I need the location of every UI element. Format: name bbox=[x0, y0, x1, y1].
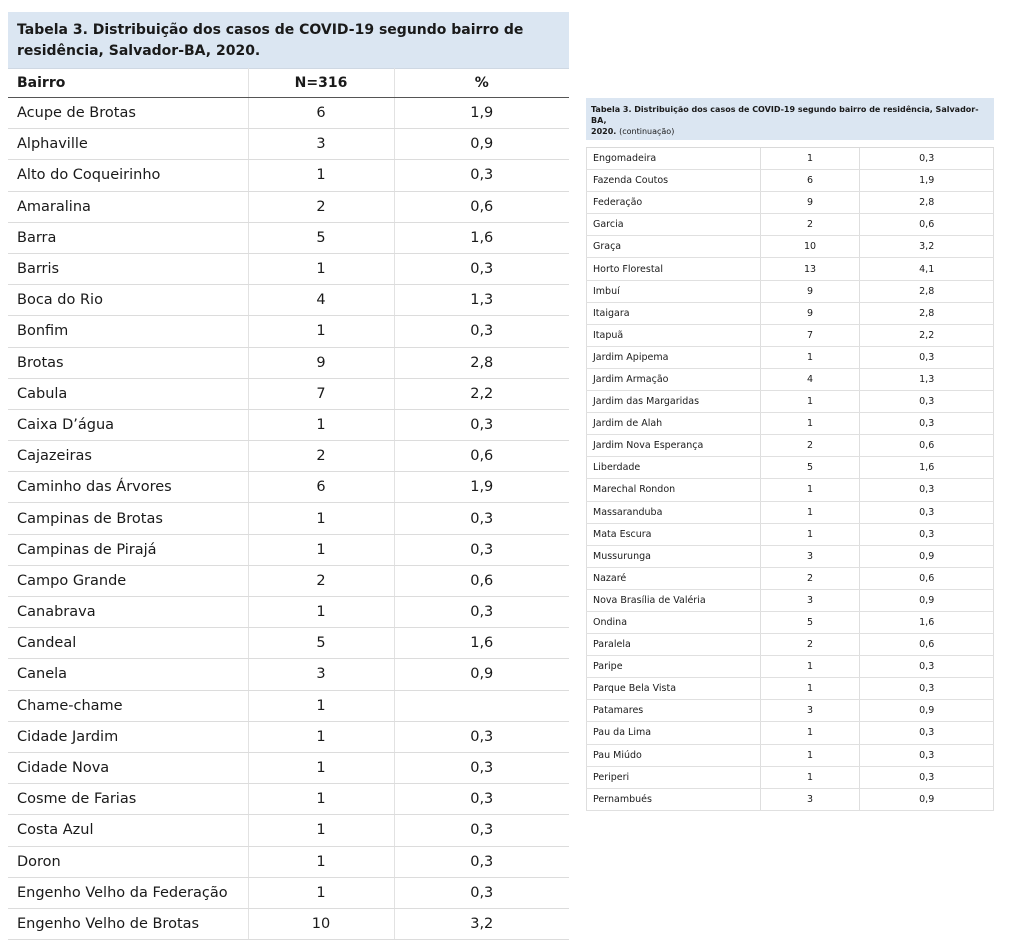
header-percent: % bbox=[394, 69, 569, 98]
cell-count: 1 bbox=[248, 721, 394, 752]
cell-bairro: Alphaville bbox=[8, 129, 248, 160]
cell-count: 2 bbox=[760, 435, 860, 457]
cell-bairro: Barris bbox=[8, 253, 248, 284]
cell-count: 1 bbox=[760, 391, 860, 413]
table-row bbox=[8, 441, 569, 472]
cell-percent: 0,6 bbox=[394, 191, 569, 222]
cell-percent: 0,3 bbox=[394, 752, 569, 783]
table-row bbox=[587, 567, 994, 589]
cell-count: 9 bbox=[760, 302, 860, 324]
cell-bairro: Fazenda Coutos bbox=[587, 170, 761, 192]
table-row bbox=[587, 545, 994, 567]
cell-bairro: Campinas de Pirajá bbox=[8, 534, 248, 565]
cell-bairro: Jardim de Alah bbox=[587, 413, 761, 435]
cell-percent: 1,9 bbox=[394, 98, 569, 129]
cell-bairro: Nova Brasília de Valéria bbox=[587, 589, 761, 611]
cell-percent: 0,3 bbox=[394, 253, 569, 284]
cell-percent: 0,3 bbox=[860, 722, 994, 744]
table-row bbox=[8, 191, 569, 222]
cell-bairro: Garcia bbox=[587, 214, 761, 236]
cell-bairro: Barra bbox=[8, 222, 248, 253]
cell-count: 3 bbox=[760, 788, 860, 810]
cell-bairro: Massaranduba bbox=[587, 501, 761, 523]
cell-bairro: Paripe bbox=[587, 656, 761, 678]
table-row bbox=[8, 597, 569, 628]
cell-count: 1 bbox=[760, 766, 860, 788]
cell-bairro: Ondina bbox=[587, 611, 761, 633]
cell-percent: 0,6 bbox=[860, 435, 994, 457]
cell-bairro: Jardim Armação bbox=[587, 368, 761, 390]
continuation-caption-line2: 2020. bbox=[591, 127, 617, 136]
cell-percent: 0,3 bbox=[394, 503, 569, 534]
cell-count: 2 bbox=[760, 634, 860, 656]
cell-bairro: Itapuã bbox=[587, 324, 761, 346]
cell-count: 1 bbox=[760, 413, 860, 435]
table-row bbox=[8, 690, 569, 721]
cell-percent: 0,3 bbox=[860, 148, 994, 170]
cell-percent: 0,3 bbox=[394, 784, 569, 815]
cell-count: 1 bbox=[248, 877, 394, 908]
cell-bairro: Bonfim bbox=[8, 316, 248, 347]
cell-count: 9 bbox=[760, 280, 860, 302]
continuation-table-block bbox=[586, 98, 994, 811]
cell-percent: 0,3 bbox=[860, 678, 994, 700]
cell-count: 4 bbox=[760, 368, 860, 390]
table-row bbox=[8, 347, 569, 378]
cell-count: 3 bbox=[248, 129, 394, 160]
cell-percent: 1,3 bbox=[860, 368, 994, 390]
cell-percent: 0,3 bbox=[860, 744, 994, 766]
continuation-caption-suffix: (continuação) bbox=[619, 127, 675, 136]
cell-percent: 2,8 bbox=[860, 280, 994, 302]
continuation-caption bbox=[586, 98, 994, 140]
cell-count: 1 bbox=[760, 722, 860, 744]
table-row bbox=[587, 744, 994, 766]
cell-count: 1 bbox=[248, 316, 394, 347]
cell-bairro: Horto Florestal bbox=[587, 258, 761, 280]
cell-count: 1 bbox=[248, 409, 394, 440]
cell-percent: 1,9 bbox=[394, 472, 569, 503]
cell-bairro: Nazaré bbox=[587, 567, 761, 589]
cell-count: 1 bbox=[760, 678, 860, 700]
table-row bbox=[8, 472, 569, 503]
cell-bairro: Amaralina bbox=[8, 191, 248, 222]
cell-bairro: Liberdade bbox=[587, 457, 761, 479]
cell-bairro: Marechal Rondon bbox=[587, 479, 761, 501]
cell-bairro: Cidade Jardim bbox=[8, 721, 248, 752]
cell-bairro: Canela bbox=[8, 659, 248, 690]
table-row bbox=[587, 678, 994, 700]
cell-bairro: Cosme de Farias bbox=[8, 784, 248, 815]
cell-percent: 3,2 bbox=[860, 236, 994, 258]
cell-percent: 0,6 bbox=[394, 441, 569, 472]
cell-count: 1 bbox=[760, 148, 860, 170]
cell-bairro: Jardim Apipema bbox=[587, 346, 761, 368]
cell-bairro: Engomadeira bbox=[587, 148, 761, 170]
cell-count: 1 bbox=[248, 815, 394, 846]
table-row bbox=[8, 908, 569, 939]
table-row bbox=[8, 160, 569, 191]
cell-bairro: Candeal bbox=[8, 628, 248, 659]
cell-count: 1 bbox=[248, 846, 394, 877]
table-row bbox=[587, 479, 994, 501]
cell-percent: 0,3 bbox=[394, 160, 569, 191]
cell-bairro: Campinas de Brotas bbox=[8, 503, 248, 534]
cell-percent: 1,3 bbox=[394, 285, 569, 316]
cell-count: 7 bbox=[760, 324, 860, 346]
cell-percent: 1,9 bbox=[860, 170, 994, 192]
cell-percent: 0,3 bbox=[394, 721, 569, 752]
cell-percent: 3,2 bbox=[394, 908, 569, 939]
table-row bbox=[587, 391, 994, 413]
cell-percent: 0,6 bbox=[394, 565, 569, 596]
cell-percent: 0,3 bbox=[860, 479, 994, 501]
table-row bbox=[587, 346, 994, 368]
cell-bairro: Caixa D’água bbox=[8, 409, 248, 440]
cell-bairro: Mata Escura bbox=[587, 523, 761, 545]
cell-percent: 0,3 bbox=[394, 534, 569, 565]
cell-bairro: Acupe de Brotas bbox=[8, 98, 248, 129]
cell-percent: 0,3 bbox=[860, 656, 994, 678]
table-row bbox=[8, 877, 569, 908]
table-row bbox=[8, 222, 569, 253]
table-row bbox=[587, 302, 994, 324]
cell-bairro: Cidade Nova bbox=[8, 752, 248, 783]
table-row bbox=[8, 659, 569, 690]
cell-count: 13 bbox=[760, 258, 860, 280]
cell-count: 9 bbox=[760, 192, 860, 214]
table-row bbox=[8, 752, 569, 783]
cell-percent: 0,9 bbox=[860, 545, 994, 567]
cell-percent: 0,3 bbox=[860, 501, 994, 523]
table-row bbox=[587, 280, 994, 302]
cell-percent: 0,9 bbox=[860, 589, 994, 611]
table-row bbox=[587, 501, 994, 523]
cell-percent: 0,3 bbox=[860, 766, 994, 788]
table-row bbox=[8, 316, 569, 347]
cell-percent: 0,3 bbox=[860, 346, 994, 368]
cell-percent: 1,6 bbox=[860, 457, 994, 479]
cases-table bbox=[8, 68, 569, 940]
cell-percent: 0,6 bbox=[860, 634, 994, 656]
cell-count: 5 bbox=[760, 457, 860, 479]
cell-bairro: Boca do Rio bbox=[8, 285, 248, 316]
table-row bbox=[587, 722, 994, 744]
table-row bbox=[8, 503, 569, 534]
cell-count: 3 bbox=[760, 700, 860, 722]
table-row bbox=[8, 378, 569, 409]
cell-bairro: Canabrava bbox=[8, 597, 248, 628]
cell-percent: 2,8 bbox=[860, 192, 994, 214]
table-row bbox=[587, 368, 994, 390]
cell-percent: 2,2 bbox=[394, 378, 569, 409]
cell-percent: 0,3 bbox=[860, 413, 994, 435]
cell-count: 10 bbox=[760, 236, 860, 258]
cell-percent: 0,3 bbox=[860, 523, 994, 545]
cell-count: 1 bbox=[248, 597, 394, 628]
cell-count: 5 bbox=[248, 628, 394, 659]
cell-percent: 0,3 bbox=[394, 815, 569, 846]
cell-bairro: Pernambués bbox=[587, 788, 761, 810]
cell-percent: 4,1 bbox=[860, 258, 994, 280]
cell-bairro: Parque Bela Vista bbox=[587, 678, 761, 700]
cell-percent: 0,9 bbox=[860, 788, 994, 810]
cell-bairro: Caminho das Árvores bbox=[8, 472, 248, 503]
cell-bairro: Federação bbox=[587, 192, 761, 214]
cell-bairro: Alto do Coqueirinho bbox=[8, 160, 248, 191]
cell-percent: 0,6 bbox=[860, 214, 994, 236]
cell-count: 1 bbox=[760, 346, 860, 368]
table-row bbox=[587, 413, 994, 435]
table-row bbox=[587, 611, 994, 633]
cell-percent: 0,3 bbox=[394, 316, 569, 347]
continuation-caption-line1: Tabela 3. Distribuição dos casos de COVID-19 segundo bairro de residência, Salvador-BA, bbox=[591, 105, 979, 125]
cell-count: 1 bbox=[760, 501, 860, 523]
cell-bairro: Mussurunga bbox=[587, 545, 761, 567]
table-row bbox=[587, 148, 994, 170]
cell-count: 10 bbox=[248, 908, 394, 939]
table-row bbox=[587, 634, 994, 656]
cell-count: 9 bbox=[248, 347, 394, 378]
cell-percent: 0,3 bbox=[394, 846, 569, 877]
table-row bbox=[587, 766, 994, 788]
cell-bairro: Periperi bbox=[587, 766, 761, 788]
cell-percent bbox=[394, 690, 569, 721]
cell-count: 2 bbox=[248, 565, 394, 596]
cell-percent: 2,2 bbox=[860, 324, 994, 346]
cell-percent: 0,9 bbox=[860, 700, 994, 722]
main-table-block bbox=[8, 12, 569, 940]
cell-count: 1 bbox=[248, 160, 394, 191]
cell-count: 2 bbox=[760, 567, 860, 589]
table-row bbox=[587, 435, 994, 457]
cell-count: 6 bbox=[248, 472, 394, 503]
cell-count: 4 bbox=[248, 285, 394, 316]
table-row bbox=[8, 565, 569, 596]
cell-count: 5 bbox=[760, 611, 860, 633]
table-header-row bbox=[8, 69, 569, 98]
table-row bbox=[587, 457, 994, 479]
cell-bairro: Campo Grande bbox=[8, 565, 248, 596]
cell-bairro: Chame-chame bbox=[8, 690, 248, 721]
table-row bbox=[587, 192, 994, 214]
table-row bbox=[8, 784, 569, 815]
cell-count: 1 bbox=[248, 534, 394, 565]
table-row bbox=[587, 170, 994, 192]
table-row bbox=[587, 656, 994, 678]
table-row bbox=[8, 721, 569, 752]
cell-percent: 1,6 bbox=[394, 628, 569, 659]
continuation-table bbox=[586, 148, 994, 811]
table-row bbox=[8, 409, 569, 440]
cell-bairro: Jardim Nova Esperança bbox=[587, 435, 761, 457]
cell-bairro: Engenho Velho da Federação bbox=[8, 877, 248, 908]
table-row bbox=[8, 253, 569, 284]
table-row bbox=[8, 285, 569, 316]
table-row bbox=[587, 236, 994, 258]
cell-percent: 0,3 bbox=[394, 597, 569, 628]
cell-count: 1 bbox=[760, 744, 860, 766]
cell-bairro: Pau da Lima bbox=[587, 722, 761, 744]
cell-bairro: Imbuí bbox=[587, 280, 761, 302]
cell-count: 1 bbox=[760, 479, 860, 501]
table-row bbox=[8, 534, 569, 565]
cell-count: 2 bbox=[248, 441, 394, 472]
cell-percent: 0,6 bbox=[860, 567, 994, 589]
cell-bairro: Jardim das Margaridas bbox=[587, 391, 761, 413]
cell-bairro: Cabula bbox=[8, 378, 248, 409]
cell-count: 1 bbox=[248, 253, 394, 284]
cell-bairro: Pau Miúdo bbox=[587, 744, 761, 766]
cell-count: 1 bbox=[760, 656, 860, 678]
cell-bairro: Graça bbox=[587, 236, 761, 258]
cell-count: 7 bbox=[248, 378, 394, 409]
cell-count: 1 bbox=[760, 523, 860, 545]
cell-count: 1 bbox=[248, 503, 394, 534]
table-row bbox=[8, 129, 569, 160]
cell-count: 3 bbox=[760, 545, 860, 567]
table-caption: Tabela 3. Distribuição dos casos de COVID-19 segundo bairro de residência, Salvador-BA, 2020. bbox=[8, 12, 569, 68]
cell-percent: 2,8 bbox=[394, 347, 569, 378]
table-row bbox=[587, 324, 994, 346]
table-row bbox=[587, 700, 994, 722]
cell-count: 6 bbox=[760, 170, 860, 192]
cell-bairro: Engenho Velho de Brotas bbox=[8, 908, 248, 939]
cell-count: 1 bbox=[248, 752, 394, 783]
cell-percent: 1,6 bbox=[394, 222, 569, 253]
cell-count: 2 bbox=[760, 214, 860, 236]
cell-percent: 0,9 bbox=[394, 659, 569, 690]
cell-bairro: Itaigara bbox=[587, 302, 761, 324]
table-row bbox=[587, 258, 994, 280]
cell-bairro: Patamares bbox=[587, 700, 761, 722]
cell-count: 3 bbox=[760, 589, 860, 611]
table-row bbox=[8, 815, 569, 846]
cell-bairro: Paralela bbox=[587, 634, 761, 656]
caption-spacer bbox=[586, 140, 994, 148]
header-count: N=316 bbox=[248, 69, 394, 98]
cell-bairro: Brotas bbox=[8, 347, 248, 378]
cell-bairro: Doron bbox=[8, 846, 248, 877]
cell-percent: 2,8 bbox=[860, 302, 994, 324]
cell-count: 2 bbox=[248, 191, 394, 222]
cell-count: 1 bbox=[248, 784, 394, 815]
cell-percent: 1,6 bbox=[860, 611, 994, 633]
cell-percent: 0,9 bbox=[394, 129, 569, 160]
cell-bairro: Cajazeiras bbox=[8, 441, 248, 472]
table-row bbox=[8, 628, 569, 659]
table-row bbox=[587, 589, 994, 611]
cell-bairro: Costa Azul bbox=[8, 815, 248, 846]
table-row bbox=[8, 98, 569, 129]
table-row bbox=[587, 788, 994, 810]
cell-percent: 0,3 bbox=[860, 391, 994, 413]
table-row bbox=[587, 523, 994, 545]
header-bairro: Bairro bbox=[8, 69, 248, 98]
cell-count: 6 bbox=[248, 98, 394, 129]
cell-count: 1 bbox=[248, 690, 394, 721]
table-row bbox=[8, 846, 569, 877]
table-row bbox=[587, 214, 994, 236]
cell-percent: 0,3 bbox=[394, 409, 569, 440]
cell-count: 5 bbox=[248, 222, 394, 253]
cell-count: 3 bbox=[248, 659, 394, 690]
cell-percent: 0,3 bbox=[394, 877, 569, 908]
